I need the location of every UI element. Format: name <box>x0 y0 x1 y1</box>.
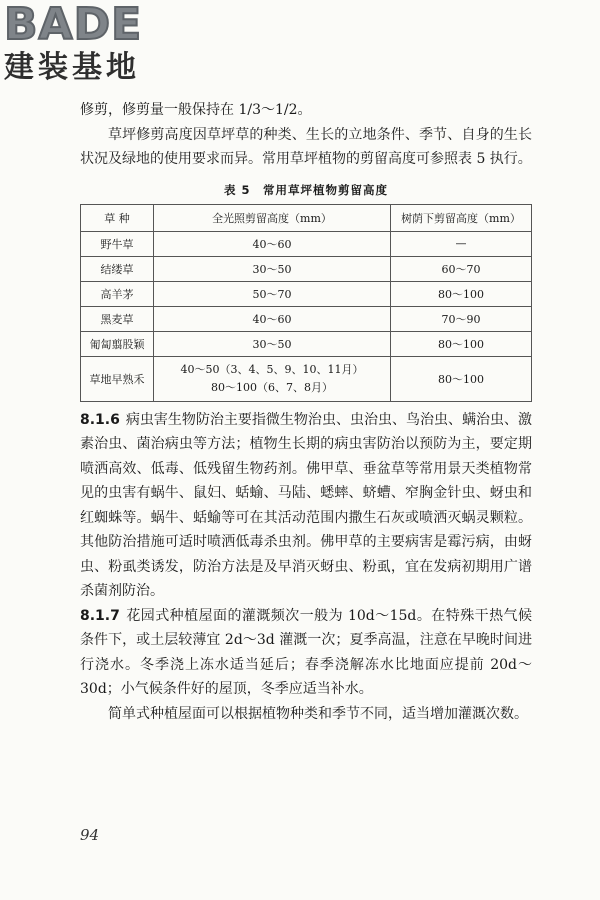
section-number: 8.1.7 <box>80 607 120 624</box>
logo-chinese-text: 建装基地 <box>4 50 140 85</box>
table-row <box>81 356 532 401</box>
paragraph-final: 简单式种植屋面可以根据植物种类和季节不同，适当增加灌溉次数。 <box>108 705 528 722</box>
cell-full-sun: 40～60 <box>154 231 391 256</box>
cell-species: 野牛草 <box>81 231 154 256</box>
full-sun-spring-autumn: 40～50（3、4、5、9、10、11月） <box>180 362 364 376</box>
bade-logo <box>4 2 184 88</box>
table-row <box>81 331 532 356</box>
cell-shade: — <box>391 231 532 256</box>
cell-species: 草地早熟禾 <box>81 356 154 401</box>
section-8-1-6 <box>80 408 532 604</box>
page-body <box>80 98 532 726</box>
table-row <box>81 256 532 281</box>
cell-shade: 60～70 <box>391 256 532 281</box>
full-sun-summer: 80～100（6、7、8月） <box>211 380 333 394</box>
header-shade: 树荫下剪留高度（mm） <box>391 204 532 231</box>
table-header-row <box>81 204 532 231</box>
page-number: 94 <box>80 826 100 844</box>
header-species: 草 种 <box>81 204 154 231</box>
cell-shade: 80～100 <box>391 331 532 356</box>
cell-shade: 80～100 <box>391 356 532 401</box>
paragraph-continuation: 修剪，修剪量一般保持在 1/3～1/2。 <box>80 102 312 118</box>
cell-species: 匍匐翦股颖 <box>81 331 154 356</box>
paragraph-mowing-height: 草坪修剪高度因草坪草的种类、生长的立地条件、季节、自身的生长状况及绿地的使用要求而异。常用草坪植物的剪留高度可参照表 5 执行。 <box>80 126 532 167</box>
cell-full-sun: 30～50 <box>154 256 391 281</box>
table-row <box>81 281 532 306</box>
section-number: 8.1.6 <box>80 411 120 428</box>
header-full-sun: 全光照剪留高度（mm） <box>154 204 391 231</box>
table-row <box>81 306 532 331</box>
cell-shade: 80～100 <box>391 281 532 306</box>
section-8-1-7 <box>80 604 532 702</box>
table-row <box>81 231 532 256</box>
table-title: 表 5 常用草坪植物剪留高度 <box>223 182 388 197</box>
cell-full-sun: 40～60 <box>154 306 391 331</box>
cell-full-sun: 30～50 <box>154 331 391 356</box>
section-text: 病虫害生物防治主要指微生物治虫、虫治虫、鸟治虫、螨治虫、激素治虫、菌治病虫等方法；植物生长期的病虫害防治以预防为主，要定期喷洒高效、低毒、低残留生物药剂。佛甲草、垂盆草等常用景天类植物常见的虫害有蜗牛、鼠妇、蛞蝓、马陆、蟋蟀、蛴螬、窄胸金针虫、蚜虫和红蜘蛛等。蜗牛、蛞蝓等可在其活动范围内撒生石灰或喷洒灭蜗灵颗粒。其他防治措施可适时喷洒低毒杀虫剂。佛甲草的主要病害是霉污病，由蚜虫、粉虱类诱发，防治方法是及早消灭蚜虫、粉虱，宜在发病初期用广谱杀菌剂防治。 <box>80 411 532 599</box>
cell-full-sun-seasonal <box>154 356 391 401</box>
section-text: 花园式种植屋面的灌溉频次一般为 10d～15d。在特殊干热气候条件下，或土层较薄宜 2d～3d 灌溉一次；夏季高温，注意在早晚时间进行浇水。冬季浇上冻水适当延后；春季浇解冻水比地面应提前 20d～30d；小气候条件好的屋顶，冬季应适当补水。 <box>80 607 532 697</box>
cell-species: 高羊茅 <box>81 281 154 306</box>
logo-latin-text: BADE <box>4 0 143 50</box>
cell-full-sun: 50～70 <box>154 281 391 306</box>
mowing-height-table <box>80 204 532 402</box>
cell-species: 结缕草 <box>81 256 154 281</box>
cell-shade: 70～90 <box>391 306 532 331</box>
cell-species: 黑麦草 <box>81 306 154 331</box>
